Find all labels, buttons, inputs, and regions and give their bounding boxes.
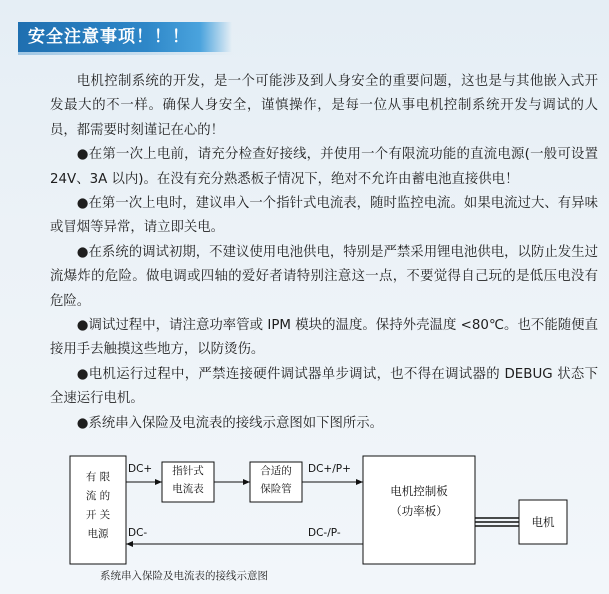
arrow-to-power-source	[126, 541, 133, 547]
power-source-label	[70, 470, 126, 541]
dc-plus-label: DC+	[128, 463, 153, 475]
note-power-on-check: ●在第一次上电前，请充分检查好接线，并使用一个有限流功能的直流电源(一般可设置 24V、3A 以内)。在没有充分熟悉板子情况下，绝对不允许由蓄电池直接供电！	[50, 147, 598, 187]
title-underline	[18, 52, 234, 55]
section-title: 安全注意事项！！！	[28, 27, 190, 47]
note-temperature: ●调试过程中，请注意功率管或 IPM 模块的温度。保持外壳温度 <80℃。也不能随便直接用手去触摸这些地方，以防烫伤。	[50, 318, 598, 358]
safety-notes	[50, 70, 598, 436]
fuse-label: 合适的 保险管	[260, 465, 292, 495]
motor-label: 电机	[531, 515, 555, 529]
arrow-to-fuse	[243, 479, 250, 485]
note-battery: ●在系统的调试初期，不建议使用电池供电，特别是严禁采用锂电池供电，以防止发生过流爆炸的危险。做电调或四轴的爱好者请特别注意这一点，不要觉得自己玩的是低压电没有危险。	[50, 244, 598, 309]
diagram-caption: 系统串入保险及电流表的接线示意图	[100, 570, 268, 582]
ammeter-label: 指针式 电流表	[172, 465, 204, 495]
power-source-line: 有 限	[85, 471, 111, 483]
arrow-to-ammeter	[155, 479, 162, 485]
note-ammeter: ●在第一次上电时，建议串入一个指针式电流表，随时监控电流。如果电流过大、有异味或冒烟等异常，请立即关电。	[50, 196, 598, 236]
intro-paragraph: 电机控制系统的开发，是一个可能涉及到人身安全的重要问题，这也是与其他嵌入式开发最大的不一样。确保人身安全，谨慎操作，是每一位从事电机控制系统开发与调试的人员，都需要时刻谨记在心的！	[50, 74, 598, 138]
controller-label: 电机控制板 （功率板）	[390, 484, 448, 518]
section-title-banner	[18, 22, 232, 52]
power-source-line: 开 关	[85, 509, 111, 521]
power-source-line: 流 的	[85, 490, 111, 502]
power-source-line: 电源	[87, 528, 109, 540]
wiring-diagram	[0, 440, 609, 594]
note-debugger: ●电机运行过程中，严禁连接硬件调试器单步调试，也不得在调试器的 DEBUG 状态下全速运行电机。	[50, 366, 598, 407]
arrow-to-controller	[356, 479, 363, 485]
note-diagram-intro: ●系统串入保险及电流表的接线示意图如下图所示。	[76, 415, 384, 431]
dc-minus-label: DC-	[128, 527, 148, 539]
dc-plus-out-label: DC+/P+	[308, 463, 351, 475]
dc-minus-out-label: DC-/P-	[308, 527, 341, 539]
